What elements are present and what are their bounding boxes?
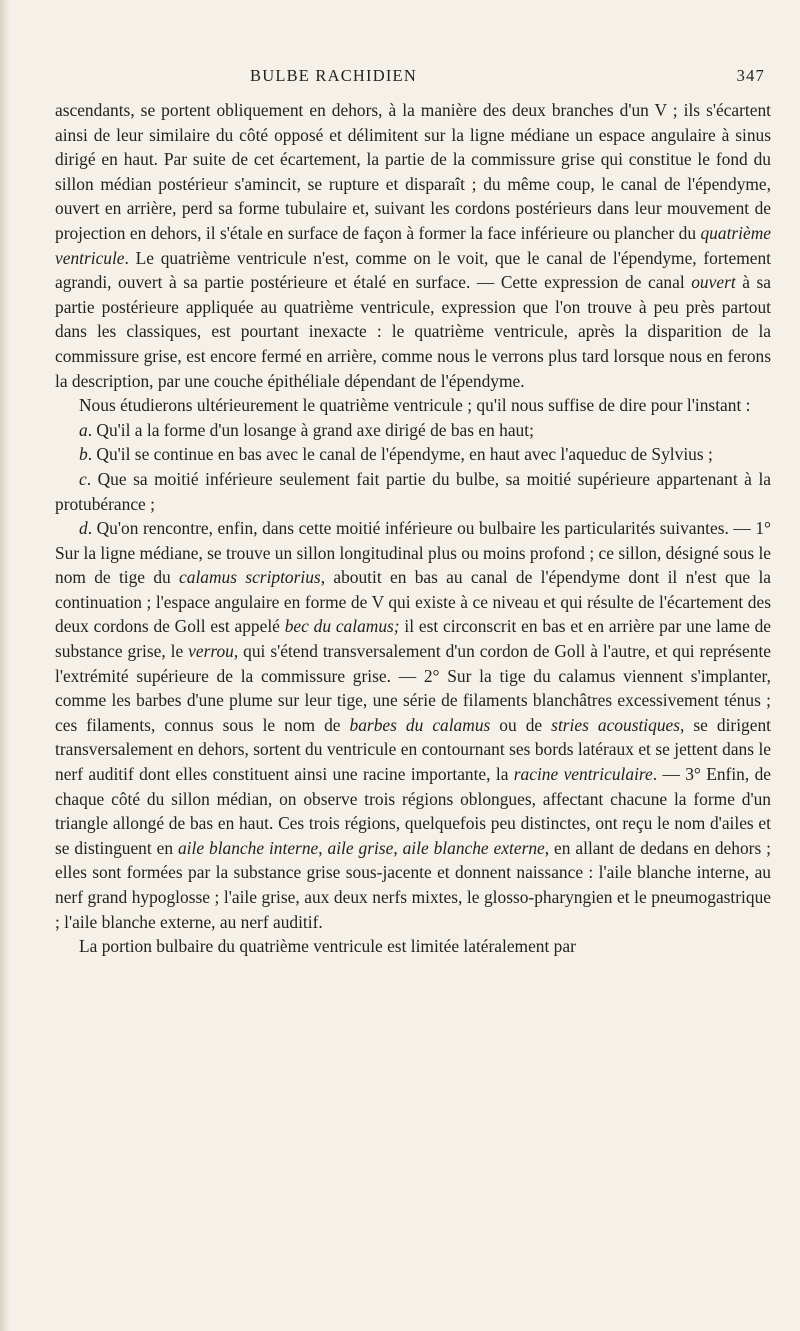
- italic-term: racine ventriculaire: [513, 764, 653, 785]
- italic-term: b: [79, 444, 88, 465]
- italic-term: verrou: [188, 641, 234, 662]
- text-run: La portion bulbaire du quatrième ventricule est limitée latéralement par: [79, 936, 576, 957]
- italic-term: barbes du calamus: [349, 714, 491, 735]
- text-run: ,: [393, 837, 403, 858]
- italic-term: aile blanche interne: [177, 837, 319, 858]
- italic-term: quatrième ventricule: [55, 222, 771, 268]
- italic-term: aile grise: [327, 837, 394, 858]
- body-text: [55, 98, 771, 959]
- text-run: , aboutit en bas au canal de l'épendyme dont il n'est que la continuation ; l'espace angulaire en forme de V qui existe à ce niveau et qui résulte de l'écartement des deux cordons de Goll est appelé: [55, 567, 771, 637]
- italic-term: d: [79, 518, 88, 539]
- paragraph-p4: [55, 442, 771, 467]
- italic-term: ouvert: [691, 272, 736, 293]
- text-run: . Qu'il se continue en bas avec le canal de l'épendyme, en haut avec l'aqueduc de Sylvius ;: [87, 444, 713, 465]
- text-run: Nous étudierons ultérieurement le quatrième ventricule ; qu'il nous suffise de dire pour l'instant :: [79, 395, 751, 416]
- italic-term: c: [79, 468, 87, 489]
- italic-term: calamus scriptorius: [179, 567, 321, 588]
- page-number: 347: [736, 66, 765, 85]
- text-run: il est circonscrit en bas et en arrière par une lame de substance grise, le: [55, 616, 772, 662]
- text-run: . — 3° Enfin, de chaque côté du sillon médian, on observe trois régions oblongues, affectant chacune la forme d'un triangle allongé de bas en haut. Ces trois régions, quelquefois peu distinctes, ont reçu le nom d'ailes et se distinguent en: [55, 764, 771, 858]
- text-run: à sa partie postérieure appliquée au quatrième ventricule, expression que l'on trouve à peu près partout dans les classiques, est pourtant inexacte : le quatrième ventricule, après la disparition de la commissure grise, est encore fermé en arrière, comme nous le verrons plus tard lorsque nous en ferons la description, par une couche épithéliale dépendant de l'épendyme.: [55, 272, 771, 391]
- running-header: [55, 66, 765, 88]
- italic-term: stries acoustiques: [551, 714, 680, 735]
- text-run: , en allant de dedans en dehors ; elles sont formées par la substance grise sous-jacente et donnent naissance : l'aile blanche interne, au nerf grand hypoglosse ; l'aile grise, aux deux nerfs mixtes, le glosso-pharyngien et le pneumogastrique ; l'aile blanche externe, au nerf auditif.: [55, 837, 771, 932]
- text-run: ou de: [490, 714, 552, 735]
- text-run: . Le quatrième ventricule n'est, comme on le voit, que le canal de l'épendyme, fortement agrandi, ouvert à sa partie postérieure et étalé en surface. — Cette expression de canal: [55, 247, 771, 293]
- running-title: BULBE RACHIDIEN: [250, 66, 417, 85]
- text-run: , se dirigent transversalement en dehors, sortent du ventricule en contournant ses bords latéraux et se jettent dans le nerf auditif dont elles constituent ainsi une racine importante, la: [55, 714, 771, 785]
- text-run: . Qu'on rencontre, enfin, dans cette moitié inférieure ou bulbaire les particularités suivantes. — 1° Sur la ligne médiane, se trouve un sillon longitudinal plus ou moins profond ; ce sillon, désigné sous le nom de tige du: [55, 518, 771, 588]
- text-run: , qui s'étend transversalement d'un cordon de Goll à l'autre, et qui représente l'extrémité supérieure de la commissure grise. — 2° Sur la tige du calamus viennent s'implanter, comme les barbes d'une plume sur leur tige, une série de filaments blanchâtres excessivement ténus ; ces filaments, connus sous le nom de: [55, 641, 771, 735]
- italic-term: bec du calamus;: [284, 616, 400, 637]
- text-run: . Qu'il a la forme d'un losange à grand axe dirigé de bas en haut;: [87, 419, 534, 440]
- italic-term: aile blanche externe: [402, 837, 545, 858]
- italic-term: a: [79, 419, 88, 440]
- text-run: . Que sa moitié inférieure seulement fait partie du bulbe, sa moitié supérieure appartenant à la protubérance ;: [55, 468, 771, 514]
- paragraph-p1: [55, 98, 771, 393]
- paragraph-p6: [55, 516, 771, 934]
- text-run: ,: [318, 837, 328, 858]
- paragraph-p5: [55, 467, 771, 516]
- text-run: ascendants, se portent obliquement en dehors, à la manière des deux branches d'un V ; ils s'écartent ainsi de leur similaire du côté opposé et délimitent sur la ligne médiane un espace angulaire à sinus dirigé en haut. Par suite de cet écartement, la partie de la commissure grise qui constitue le fond du sillon médian postérieur s'amincit, se rupture et disparaît ; du même coup, le canal de l'épendyme, ouvert en arrière, perd sa forme tubulaire et, suivant les cordons postérieurs dans leur mouvement de projection en dehors, il s'étale en surface de façon à former la face inférieure ou plancher du: [55, 100, 771, 243]
- paragraph-p7: [55, 934, 771, 959]
- paragraph-p3: [55, 418, 771, 443]
- paragraph-p2: [55, 393, 771, 418]
